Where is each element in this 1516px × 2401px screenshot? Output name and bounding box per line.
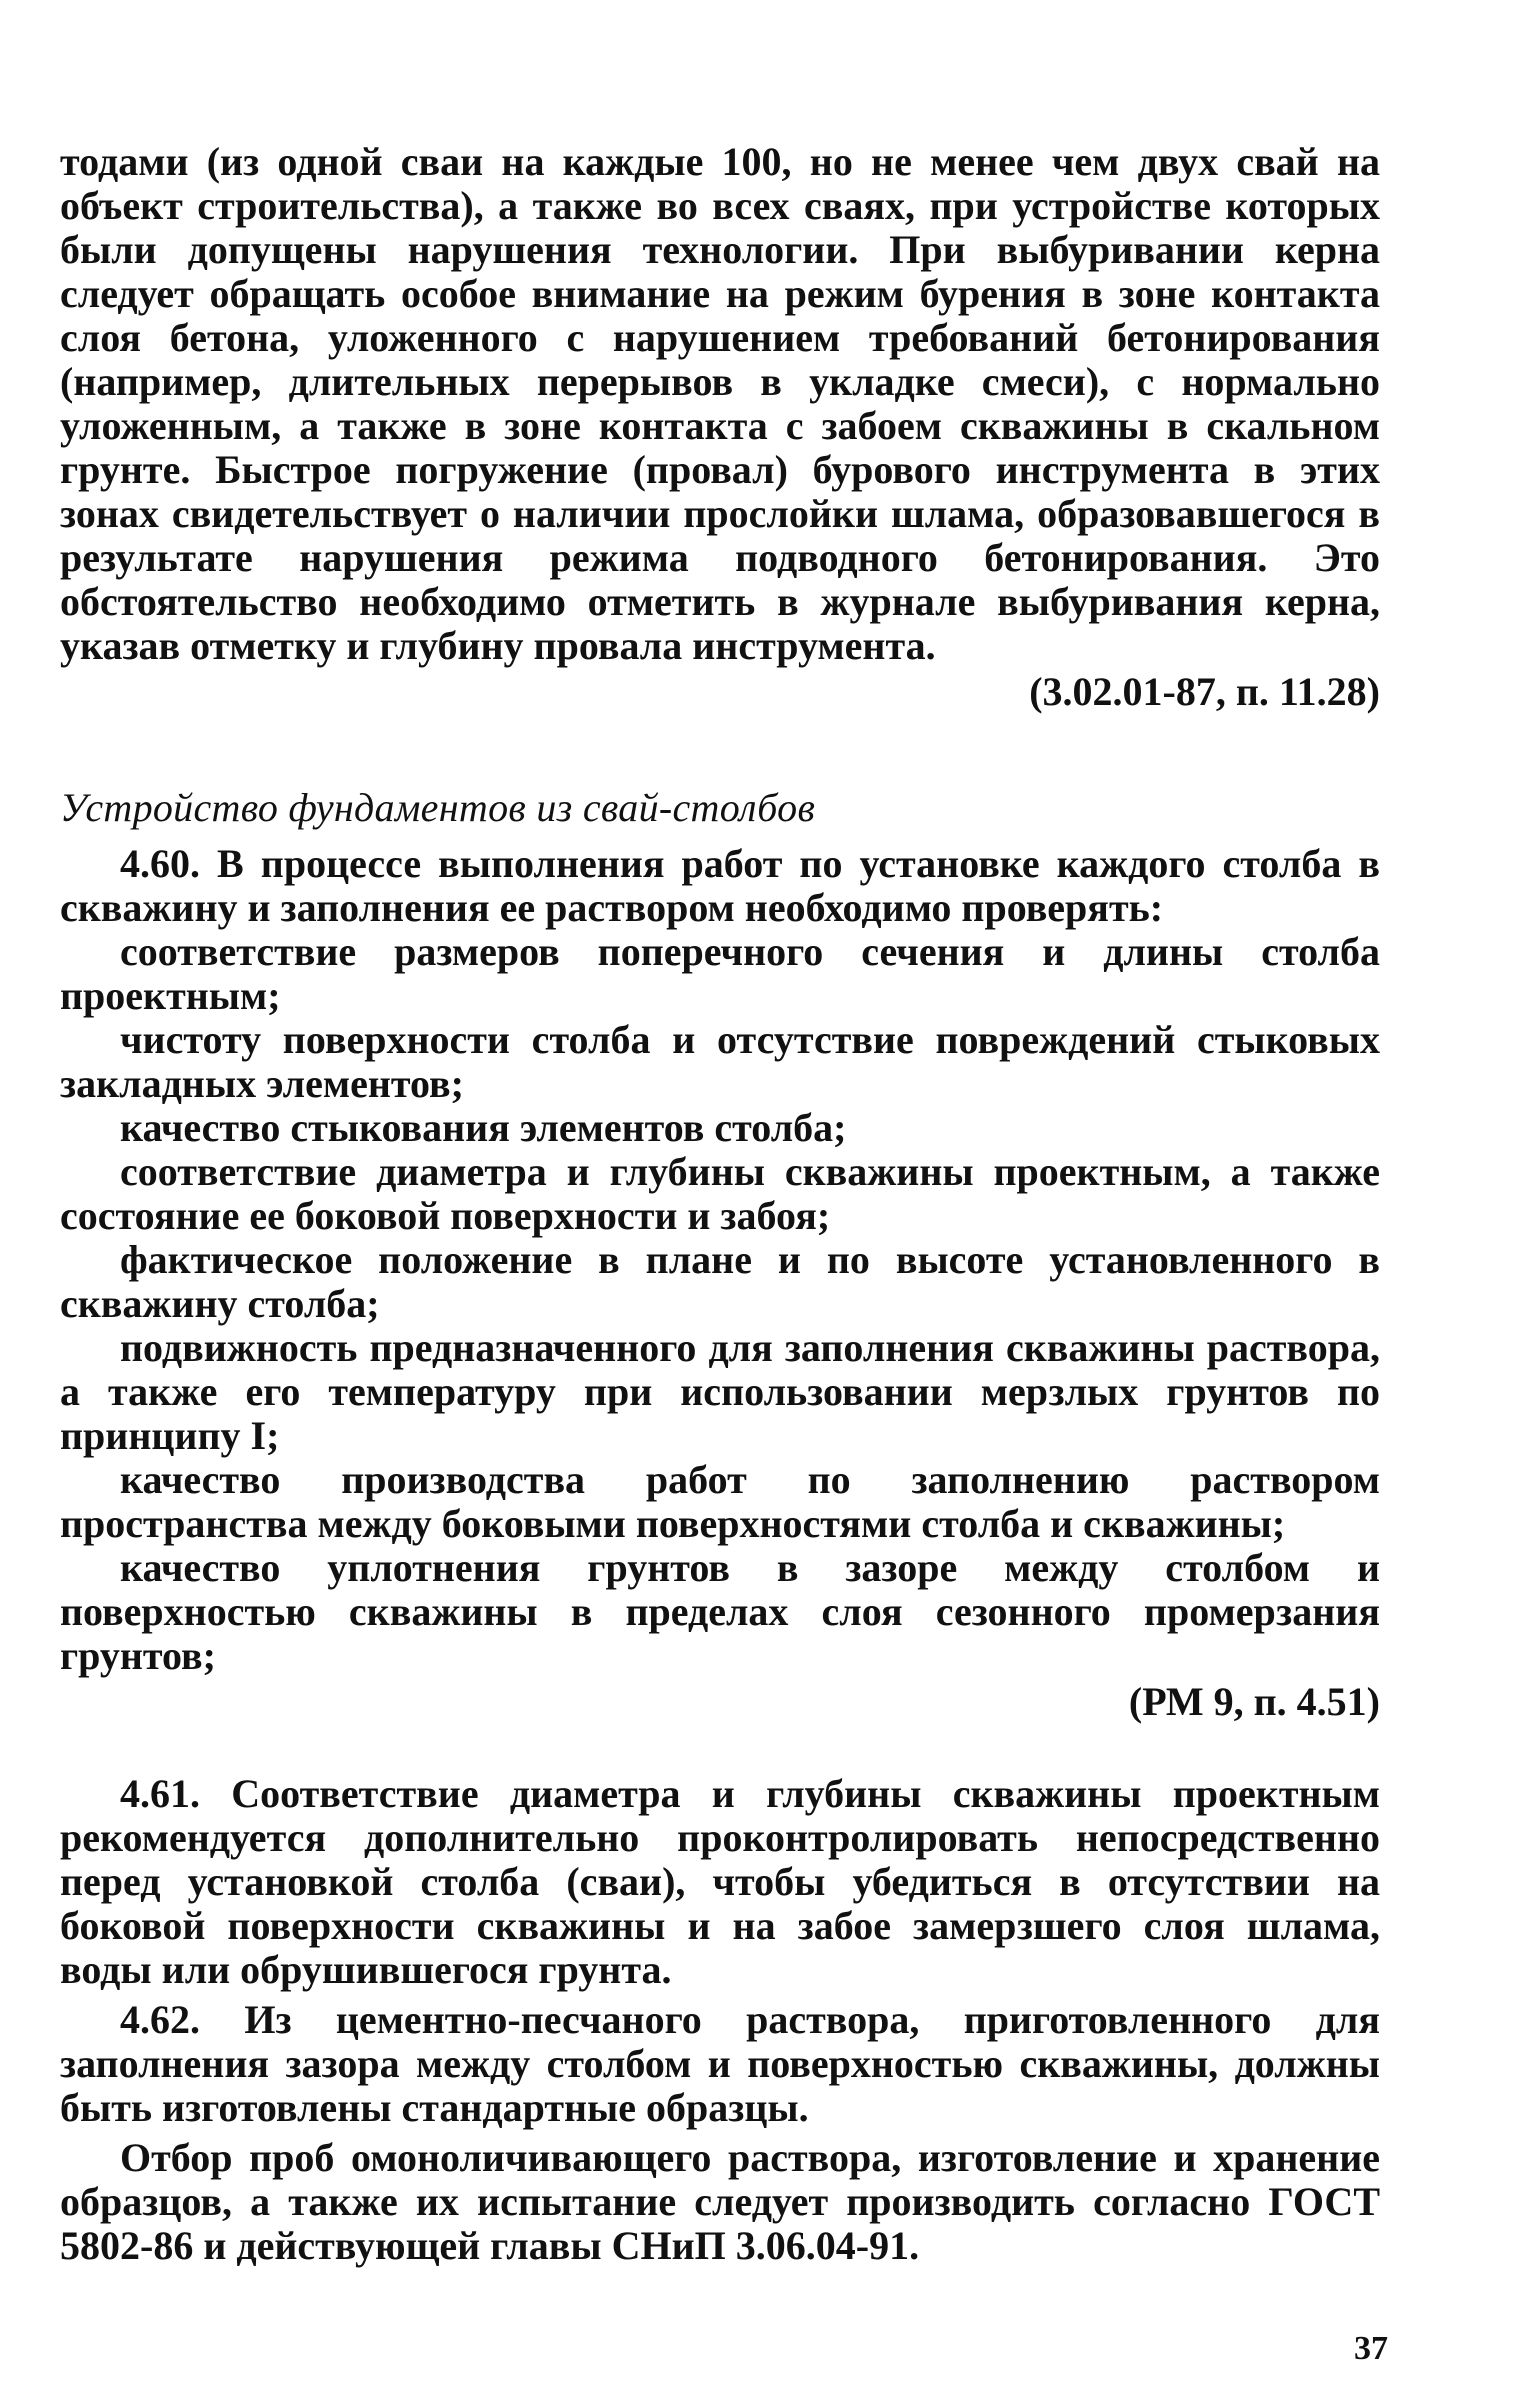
document-page: [60, 140, 1380, 2268]
reference-rm-9: (РМ 9, п. 4.51): [1128, 1679, 1380, 1724]
section-heading: Устройство фундаментов из свай-столбов: [60, 785, 816, 830]
paragraph-continuation: тодами (из одной сваи на каждые 100, но не менее чем двух свай на объект строительства), а также во всех сваях, при устройстве которых были допущены нарушения технологии. При выбуривании керна следует обращать особое внимание на режим бурения в зоне контакта слоя бетона, уложенного с нарушением требований бетонирования (например, длительных перерывов в укладке смеси), с нормально уложенным, а также в зоне контакта с забоем скважины в скальном грунте. Быстрое погружение (провал) бурового инструмента в этих зонах свидетельствует о наличии прослойки шлама, образовавшегося в результате нарушения режима подводного бетонирования. Это обстоятельство необходимо отметить в журнале выбуривания керна, указав отметку и глубину провала инструмента.: [60, 139, 1380, 668]
checklist-item: подвижность предназначенного для заполнения скважины раствора, а также его температуру при использовании мерзлых грунтов по принципу I;: [60, 1325, 1380, 1458]
clause-4-62-continued: Отбор проб омоноличивающего раствора, изготовление и хранение образцов, а также их испытание следует производить согласно ГОСТ 5802-86 и действующей главы СНиП 3.06.04-91.: [60, 2135, 1380, 2268]
checklist-item: соответствие диаметра и глубины скважины проектным, а также состояние ее боковой поверхности и забоя;: [60, 1149, 1380, 1238]
reference-snip-3-02-01: (3.02.01-87, п. 11.28): [1029, 669, 1380, 714]
checklist-item: качество стыкования элементов столба;: [120, 1105, 847, 1150]
checklist-item: фактическое положение в плане и по высоте установленного в скважину столба;: [60, 1237, 1380, 1326]
checklist-item: качество уплотнения грунтов в зазоре между столбом и поверхностью скважины в пределах слоя сезонного промерзания грунтов;: [60, 1545, 1380, 1678]
clause-4-61: 4.61. Соответствие диаметра и глубины скважины проектным рекомендуется дополнительно проконтролировать непосредственно перед установкой столба (сваи), чтобы убедиться в отсутствии на боковой поверхности скважины и на забое замерзшего слоя шлама, воды или обрушившегося грунта.: [60, 1771, 1380, 1992]
checklist-item: соответствие размеров поперечного сечения и длины столба проектным;: [60, 929, 1380, 1018]
clause-4-62: 4.62. Из цементно-песчаного раствора, приготовленного для заполнения зазора между столбом и поверхностью скважины, должны быть изготовлены стандартные образцы.: [60, 1997, 1380, 2130]
clause-4-60-intro: 4.60. В процессе выполнения работ по установке каждого столба в скважину и заполнения ее раствором необходимо проверять:: [60, 841, 1380, 930]
checklist-item: чистоту поверхности столба и отсутствие повреждений стыковых закладных элементов;: [60, 1017, 1380, 1106]
checklist-item: качество производства работ по заполнению раствором пространства между боковыми поверхностями столба и скважины;: [60, 1457, 1380, 1546]
page-number: 37: [1354, 2330, 1388, 2367]
